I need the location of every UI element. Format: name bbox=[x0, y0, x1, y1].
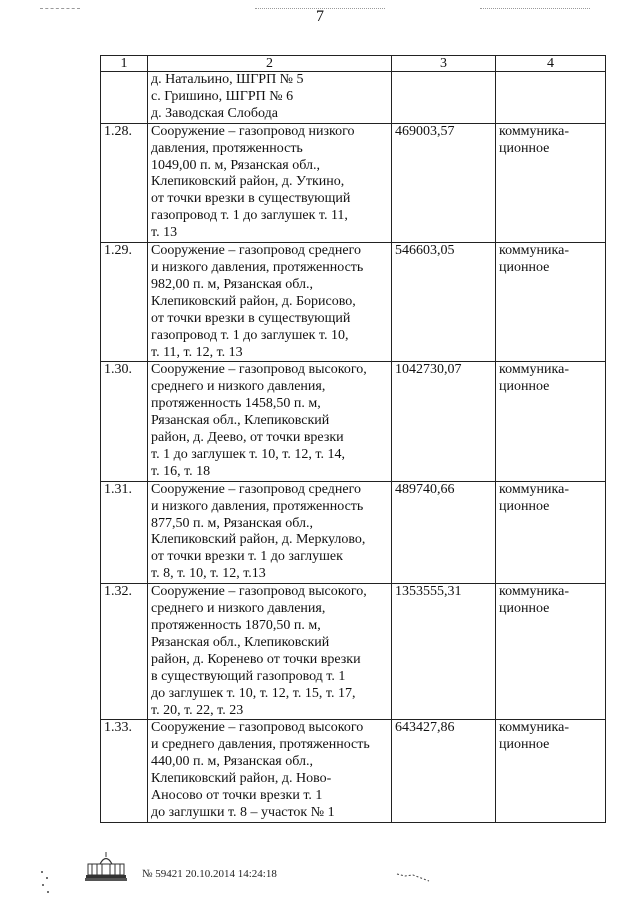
column-header-4: 4 bbox=[496, 56, 606, 72]
handwritten-mark-icon bbox=[395, 870, 435, 884]
table-row bbox=[101, 243, 606, 362]
row-type bbox=[496, 720, 606, 822]
description-line: от точки врезки т. 1 до заглушек bbox=[151, 549, 343, 565]
description-line: Сооружение – газопровод среднего bbox=[151, 481, 361, 497]
description-line: до заглушки т. 8 – участок № 1 bbox=[151, 804, 335, 820]
description-line: Клепиковский район, д. Борисово, bbox=[151, 293, 356, 309]
row-value: 643427,86 bbox=[392, 720, 496, 822]
description-line: в существующий газопровод т. 1 bbox=[151, 668, 346, 684]
description-line: протяженность 1870,50 п. м, bbox=[151, 618, 321, 633]
row-number: 1.30. bbox=[101, 362, 148, 481]
description-line: Клепиковский район, д. Ново- bbox=[151, 771, 332, 787]
table-row bbox=[101, 584, 606, 720]
type-line: ционное bbox=[499, 498, 550, 514]
type-line: ционное bbox=[499, 737, 550, 753]
type-line: ционное bbox=[499, 379, 550, 395]
description-line: и низкого давления, протяженность bbox=[151, 498, 364, 514]
row-value: 469003,57 bbox=[392, 123, 496, 242]
row-value: 546603,05 bbox=[392, 243, 496, 362]
row-description bbox=[148, 123, 392, 242]
description-line: протяженность 1458,50 п. м, bbox=[151, 396, 321, 412]
description-line: район, д. Коренево от точки врезки bbox=[151, 651, 361, 667]
description-line: Клепиковский район, д. Уткино, bbox=[151, 174, 345, 190]
table-row bbox=[101, 123, 606, 242]
type-line: коммуника- bbox=[499, 584, 569, 600]
description-line: Сооружение – газопровод высокого, bbox=[151, 362, 367, 378]
row-number: 1.33. bbox=[101, 720, 148, 822]
type-line: коммуника- bbox=[499, 362, 569, 378]
description-line: Рязанская обл., Клепиковский bbox=[151, 413, 330, 429]
type-line: ционное bbox=[499, 601, 550, 617]
description-line: 877,50 п. м, Рязанская обл., bbox=[151, 515, 313, 531]
property-table bbox=[100, 55, 606, 823]
column-header-3: 3 bbox=[392, 56, 496, 72]
type-line: коммуника- bbox=[499, 720, 569, 736]
table-row bbox=[101, 720, 606, 822]
row-number: 1.32. bbox=[101, 584, 148, 720]
description-line: Рязанская обл., Клепиковский bbox=[151, 634, 330, 650]
row-description bbox=[148, 720, 392, 822]
row-number: 1.29. bbox=[101, 243, 148, 362]
table-row bbox=[101, 362, 606, 481]
row-value: 1042730,07 bbox=[392, 362, 496, 481]
row-type bbox=[496, 584, 606, 720]
description-line: среднего и низкого давления, bbox=[151, 601, 326, 617]
description-line: д. Натальино, ШГРП № 5 bbox=[151, 72, 304, 87]
description-line: Сооружение – газопровод высокого bbox=[151, 720, 364, 736]
description-line: среднего и низкого давления, bbox=[151, 379, 326, 395]
building-emblem-icon bbox=[84, 850, 128, 882]
description-line: от точки врезки в существующий bbox=[151, 310, 351, 326]
table-row bbox=[101, 72, 606, 124]
description-line: т. 13 bbox=[151, 225, 178, 241]
description-line: и среднего давления, протяженность bbox=[151, 737, 370, 753]
row-type bbox=[496, 243, 606, 362]
row-description bbox=[148, 362, 392, 481]
description-line: Сооружение – газопровод низкого bbox=[151, 123, 355, 139]
description-line: т. 1 до заглушек т. 10, т. 12, т. 14, bbox=[151, 446, 345, 462]
description-line: Аносово от точки врезки т. 1 bbox=[151, 788, 323, 804]
type-line: коммуника- bbox=[499, 481, 569, 497]
row-description bbox=[148, 72, 392, 124]
row-description bbox=[148, 584, 392, 720]
row-type bbox=[496, 481, 606, 583]
description-line: 1049,00 п. м, Рязанская обл., bbox=[151, 157, 320, 173]
description-line: т. 8, т. 10, т. 12, т.13 bbox=[151, 566, 266, 582]
row-description bbox=[148, 481, 392, 583]
row-description bbox=[148, 243, 392, 362]
row-number: 1.31. bbox=[101, 481, 148, 583]
description-line: Клепиковский район, д. Меркулово, bbox=[151, 532, 366, 548]
description-line: до заглушек т. 10, т. 12, т. 15, т. 17, bbox=[151, 685, 356, 701]
description-line: давления, протяженность bbox=[151, 140, 303, 156]
row-number bbox=[101, 72, 148, 124]
column-header-2: 2 bbox=[148, 56, 392, 72]
description-line: 982,00 п. м, Рязанская обл., bbox=[151, 276, 313, 292]
row-type bbox=[496, 123, 606, 242]
description-line: Сооружение – газопровод высокого, bbox=[151, 584, 367, 600]
type-line: ционное bbox=[499, 140, 550, 156]
margin-marks-icon bbox=[38, 868, 52, 898]
row-number: 1.28. bbox=[101, 123, 148, 242]
page-number: 7 bbox=[316, 8, 324, 25]
type-line: коммуника- bbox=[499, 123, 569, 139]
description-line: газопровод т. 1 до заглушек т. 11, bbox=[151, 208, 348, 224]
description-line: 440,00 п. м, Рязанская обл., bbox=[151, 754, 313, 770]
row-type bbox=[496, 72, 606, 124]
row-type bbox=[496, 362, 606, 481]
description-line: д. Заводская Слобода bbox=[151, 105, 278, 121]
row-value: 1353555,31 bbox=[392, 584, 496, 720]
description-line: т. 11, т. 12, т. 13 bbox=[151, 344, 243, 360]
description-line: район, д. Деево, от точки врезки bbox=[151, 430, 344, 446]
description-line: газопровод т. 1 до заглушек т. 10, bbox=[151, 327, 349, 343]
row-value bbox=[392, 72, 496, 124]
table-body bbox=[101, 56, 606, 823]
description-line: с. Гришино, ШГРП № 6 bbox=[151, 88, 294, 104]
table-row bbox=[101, 481, 606, 583]
table-header-row bbox=[101, 56, 606, 72]
description-line: т. 16, т. 18 bbox=[151, 463, 211, 479]
column-header-1: 1 bbox=[101, 56, 148, 72]
description-line: Сооружение – газопровод среднего bbox=[151, 243, 361, 259]
description-line: от точки врезки в существующий bbox=[151, 191, 351, 207]
row-value: 489740,66 bbox=[392, 481, 496, 583]
registration-stamp: № 59421 20.10.2014 14:24:18 bbox=[142, 868, 277, 880]
type-line: ционное bbox=[499, 259, 550, 275]
type-line: коммуника- bbox=[499, 243, 569, 259]
description-line: и низкого давления, протяженность bbox=[151, 259, 364, 275]
description-line: т. 20, т. 22, т. 23 bbox=[151, 702, 244, 718]
